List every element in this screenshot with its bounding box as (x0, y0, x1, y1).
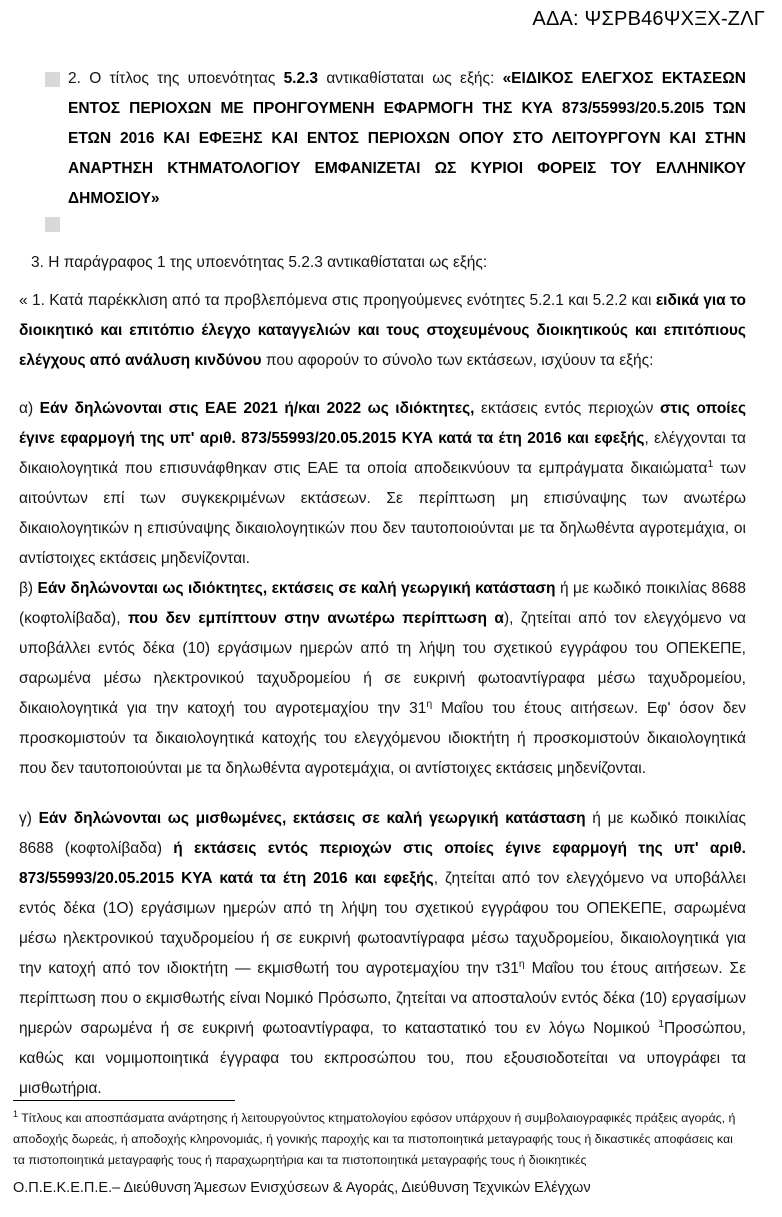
footnote (13, 1100, 746, 1171)
case-c-paragraph: γ) Εάν δηλώνονται ως μισθωμένες, εκτάσεις σε καλή γεωργική κατάσταση ή με κωδικό ποικιλίας 8688 (κοφτολίβαδα) ή εκτάσεις εντός περιοχών στις οποίες έγινε εφαρμογή της υπ' αριθ. 873/55993/20.05.2015 ΚΥΑ κατά τα έτη 2016 και εφεξής, ζητείται από τον ελεγχόμενο να υποβάλλει εντός δέκα (1Ο) εργάσιμων ημερών από τη λήψη του σχετικού εγγράφου του ΟΠΕΚΕΠΕ, σαρωμένα μέσω ηλεκτρονικού ταχυδρομείου ή σε ευκρινή φωτοαντίγραφα μέσω ταχυδρομείου, δικαιολογητικά για την κατοχή από τον ιδιοκτήτη — εκμισθωτή του αγροτεμαχίου την $\tau 31^\eta$ Μαΐου του έτους αιτήσεων. Σε περίπτωση που ο εκμισθωτής είναι Νομικό Πρόσωπο, ζητείται να αποσταλούν εντός δέκα (10) εργασίμων ημερών σαρωμένα ή σε ευκρινή φωτοαντίγραφα, το καταστατικό του εν λόγω Νομικού $^1$Προσώπου, καθώς και νομιμοποιητικά έγγραφα του εκπροσώπου του, που εξουσιοδοτείται να υπογράφει τα μισθωτήρια. (19, 810, 746, 1097)
document-body (19, 64, 746, 1104)
footnote-separator (13, 1100, 235, 1101)
item2-paragraph: 2. Ο τίτλος της υποενότητας 5.2.3 αντικαθίσταται ως εξής: «ΕΙΔΙΚΟΣ ΕΛΕΓΧΟΣ ΕΚΤΑΣΕΩΝ ΕΝΤΟΣ ΠΕΡΙΟΧΩΝ ΜΕ ΠΡΟΗΓΟΥΜΕΝΗ ΕΦΑΡΜΟΓΗ ΤΗΣ ΚΥΑ 873/55993/20.5.20Ι5 ΤΩΝ ΕΤΩΝ 2016 ΚΑΙ ΕΦΕΞΗΣ ΚΑΙ ΕΝΤΟΣ ΠΕΡΙΟΧΩΝ ΟΠΟΥ ΣΤΟ ΛΕΙΤΟΥΡΓΟΥΝ ΚΑΙ ΣΤΗΝ ΑΝΑΡΤΗΣΗ ΚΤΗΜΑΤΟΛΟΓΙΟΥ ΕΜΦΑΝΙΖΕΤΑΙ ΩΣ ΚΥΡΙΟΙ ΦΟΡΕΙΣ ΤΟΥ ΕΛΛΗΝΙΚΟΥ ΔΗΜΟΣΙΟΥ» (68, 70, 746, 207)
quote-intro-paragraph: « 1. Κατά παρέκκλιση από τα προβλεπόμενα στις προηγούμενες ενότητες 5.2.1 και 5.2.2 και ειδικά για το διοικητικό και επιτόπιο έλεγχο καταγγελιών και τους στοχευμένους διοικητικούς και επιτόπιους ελέγχους από ανάλυση κινδύνου που αφορούν το σύνολο των εκτάσεων, ισχύουν τα εξής: (19, 292, 746, 369)
ada-reference: ΑΔΑ: ΨΣΡΒ46ΨΧΞΧ-ΖΛΓ (532, 8, 765, 30)
list-item-3: 3. Η παράγραφος 1 της υποενότητας 5.2.3 αντικαθίσταται ως εξής: (31, 254, 488, 271)
case-b-paragraph: β) Εάν δηλώνονται ως ιδιόκτητες, εκτάσεις σε καλή γεωργική κατάσταση ή με κωδικό ποικιλίας 8688 (κοφτολίβαδα), που δεν εμπίπτουν στην ανωτέρω περίπτωση α), ζητείται από τον ελεγχόμενο να υποβάλλει εντός δέκα (10) εργάσιμων ημερών από τη λήψη του σχετικού εγγράφου του ΟΠΕΚΕΠΕ, σαρωμένα μέσω ηλεκτρονικού ταχυδρομείου ή σε ευκρινή φωτοαντίγραφα μέσω ταχυδρομείου, δικαιολογητικά για την κατοχή του αγροτεμαχίου την $31^\eta$ Μαΐου του έτους αιτήσεων. Εφ' όσον δεν προσκομιστούν τα δικαιολογητικά κατοχής του ελεγχόμενου ιδιοκτήτη ή προσκομιστούν δικαιολογητικά που δεν ταυτοποιούνται με τα δηλωθέντα αγροτεμάχια, οι αντίστοιχες εκτάσεις μηδενίζονται. (19, 580, 747, 777)
list-item-2 (19, 64, 746, 214)
footnote-text (13, 1108, 746, 1171)
case-a-paragraph: α) Εάν δηλώνονται στις ΕΑΕ 2021 ή/και 2022 ως ιδιόκτητες, εκτάσεις εντός περιοχών στις οποίες έγινε εφαρμογή της υπ' αριθ. 873/55993/20.05.2015 ΚΥΑ κατά τα έτη 2016 και εφεξής, ελέγχονται τα δικαιολογητικά που επισυνάφθηκαν στις ΕΑΕ τα οποία αποδεικνύουν τα εμπράγματα δικαιώματα$^1$ των αιτούντων επί των συγκεκριμένων εκτάσεων. Σε περίπτωση μη επισύναψης των ανωτέρω δικαιολογητικών η επισύναψης δικαιολογητικών που δεν ταυτοποιούνται με τα δηλωθέντα αγροτεμάχια, οι αντίστοιχες εκτάσεις μηδενίζονται. (19, 400, 747, 567)
list-bullet-square (45, 217, 60, 232)
footnote-body: Τίτλους και αποσπάσματα ανάρτησης ή λειτουργούντος κτηματολογίου εφόσον υπάρχουν ή συμβολαιογραφικές πράξεις αγοράς, ή αποδοχής δωρεάς, ή αποδοχής κληρονομιάς, ή γονικής παροχής και τα πιστοποιητικά μεταγραφής τους ή δικαστικές αποφάσεις και τα πιστοποιητικά μεταγραφής τους ή παραχωρητήρια και τα πιστοποιητικά μεταγραφής τους ή διοικητικές (13, 1111, 736, 1167)
org-footer: Ο.Π.Ε.Κ.Ε.Π.Ε.– Διεύθυνση Άμεσων Ενισχύσεων & Αγοράς, Διεύθυνση Τεχνικών Ελέγχων (13, 1180, 591, 1196)
footnote-marker: 1 (13, 1108, 19, 1119)
list-bullet-square (45, 72, 60, 87)
